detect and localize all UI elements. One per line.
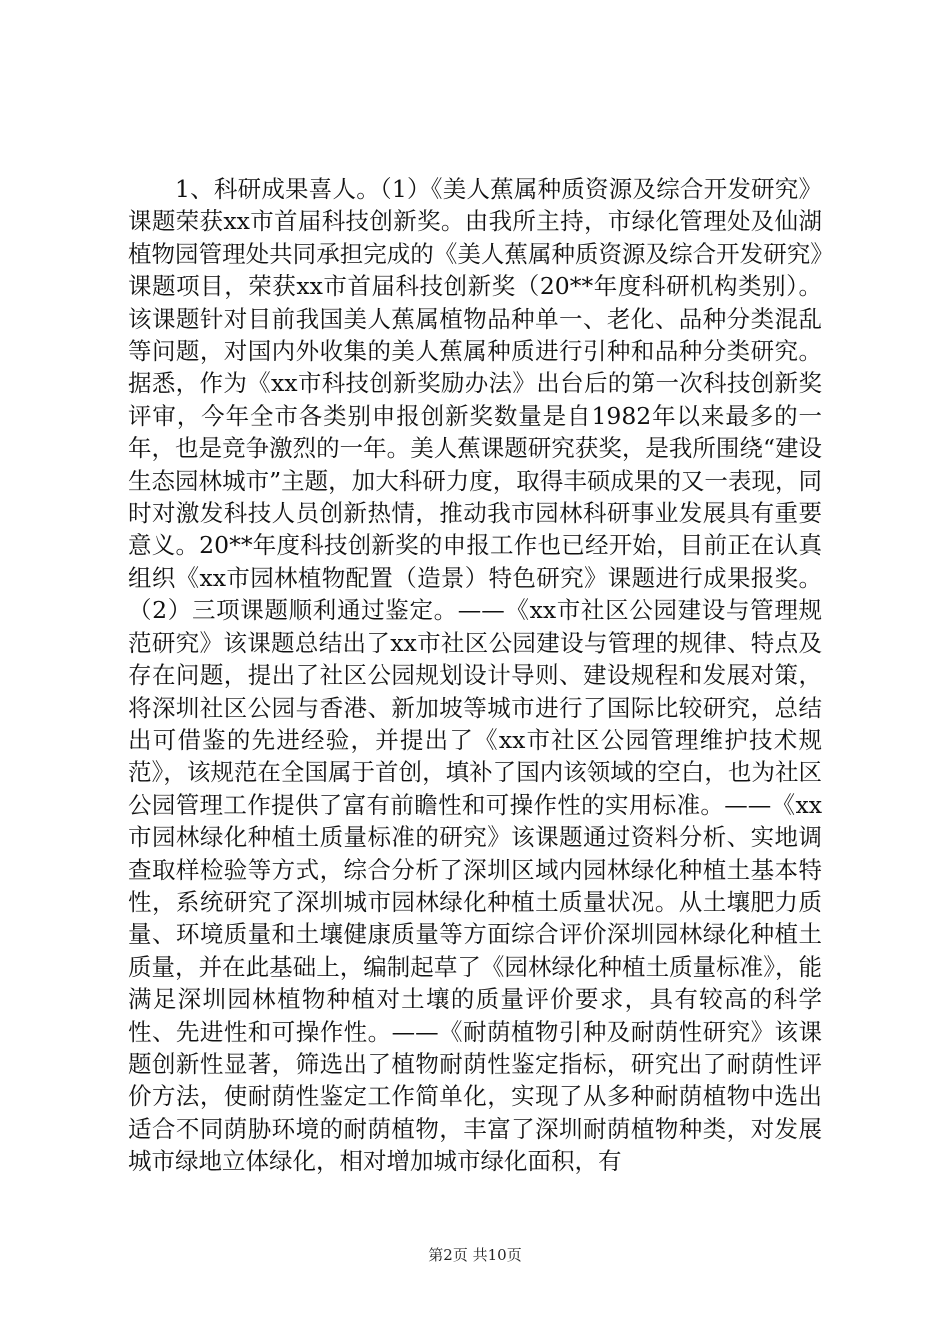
body-paragraph: 1、科研成果喜人。（1）《美人蕉属种质资源及综合开发研究》课题荣获xx市首届科技创新奖。由我所主持，市绿化管理处及仙湖植物园管理处共同承担完成的《美人蕉属种质资源及综合开发研究》课题项目，荣获xx市首届科技创新奖（20**年度科研机构类别）。该课题针对目前我国美人蕉属植物品种单一、老化、品种分类混乱等问题，对国内外收集的美人蕉属种质进行引种和品种分类研究。据悉，作为《xx市科技创新奖励办法》出台后的第一次科技创新奖评审，今年全市各类别申报创新奖数量是自1982年以来最多的一年，也是竞争激烈的一年。美人蕉课题研究获奖，是我所围绕“建设生态园林城市”主题，加大科研力度，取得丰硕成果的又一表现，同时对激发科技人员创新热情，推动我市园林科研事业发展具有重要意义。20**年度科技创新奖的申报工作也已经开始，目前正在认真组织《xx市园林植物配置（造景）特色研究》课题进行成果报奖。（2）三项课题顺利通过鉴定。——《xx市社区公园建设与管理规范研究》该课题总结出了xx市社区公园建设与管理的规律、特点及存在问题，提出了社区公园规划设计导则、建设规程和发展对策，将深圳社区公园与香港、新加坡等城市进行了国际比较研究，总结出可借鉴的先进经验，并提出了《xx市社区公园管理维护技术规范》，该规范在全国属于首创，填补了国内该领域的空白，也为社区公园管理工作提供了富有前瞻性和可操作性的实用标准。——《xx市园林绿化种植土质量标准的研究》该课题通过资料分析、实地调查取样检验等方式，综合分析了深圳区域内园林绿化种植土基本特性，系统研究了深圳城市园林绿化种植土质量状况。从土壤肥力质量、环境质量和土壤健康质量等方面综合评价深圳园林绿化种植土质量，并在此基础上，编制起草了《园林绿化种植土质量标准》，能满足深圳园林植物种植对土壤的质量评价要求，具有较高的科学性、先进性和可操作性。——《耐荫植物引种及耐荫性研究》该课题创新性显著，筛选出了植物耐荫性鉴定指标，研究出了耐荫性评价方法，使耐荫性鉴定工作简单化，实现了从多种耐荫植物中选出适合不同荫胁环境的耐荫植物，丰富了深圳耐荫植物种类，对发展城市绿地立体绿化，相对增加城市绿化面积，有: [128, 175, 822, 1176]
page-footer: 第2页 共10页: [428, 1246, 522, 1264]
